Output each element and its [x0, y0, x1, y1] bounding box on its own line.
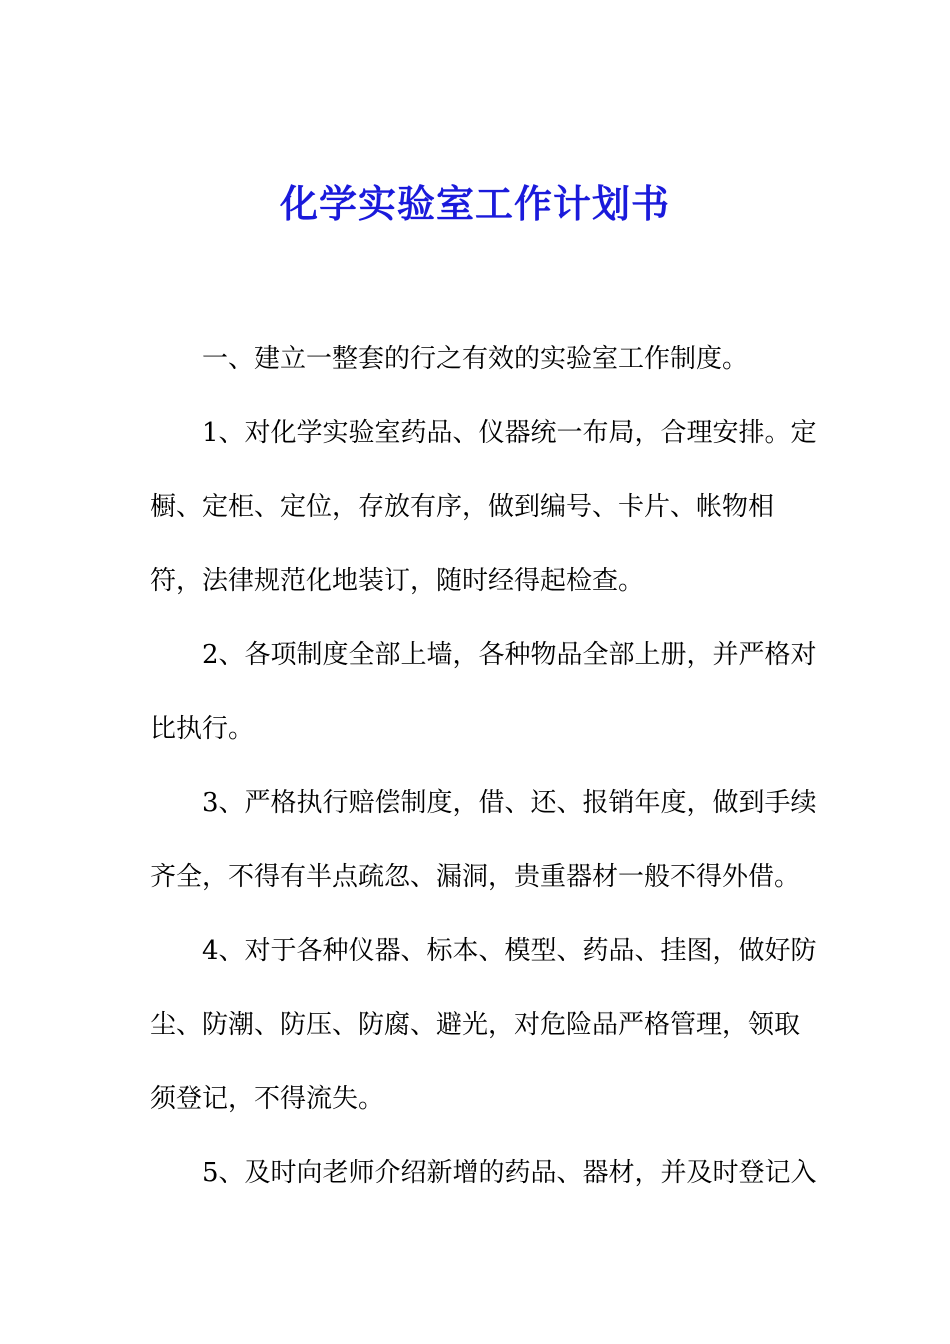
- body-line: 符，法律规范化地装订，随时经得起检查。: [150, 566, 645, 596]
- body-line: 须登记，不得流失。: [150, 1084, 385, 1114]
- body-line: 5、及时向老师介绍新增的药品、器材，并及时登记入: [202, 1158, 817, 1188]
- body-line: 尘、防潮、防压、防腐、避光，对危险品严格管理，领取: [150, 1010, 801, 1040]
- body-line: 比执行。: [150, 714, 255, 744]
- body-line: 齐全，不得有半点疏忽、漏洞，贵重器材一般不得外借。: [150, 862, 801, 892]
- body-line: 2、各项制度全部上墙，各种物品全部上册，并严格对: [202, 640, 817, 670]
- body-line: 4、对于各种仪器、标本、模型、药品、挂图，做好防: [202, 936, 817, 966]
- body-line: 3、严格执行赔偿制度，借、还、报销年度，做到手续: [202, 788, 817, 818]
- document-title: 化学实验室工作计划书: [279, 181, 670, 226]
- body-line: 一、建立一整套的行之有效的实验室工作制度。: [202, 344, 749, 374]
- body-line: 橱、定柜、定位，存放有序，做到编号、卡片、帐物相: [150, 492, 775, 522]
- body-line: 1、对化学实验室药品、仪器统一布局，合理安排。定: [202, 418, 817, 448]
- document-body: [150, 322, 817, 1210]
